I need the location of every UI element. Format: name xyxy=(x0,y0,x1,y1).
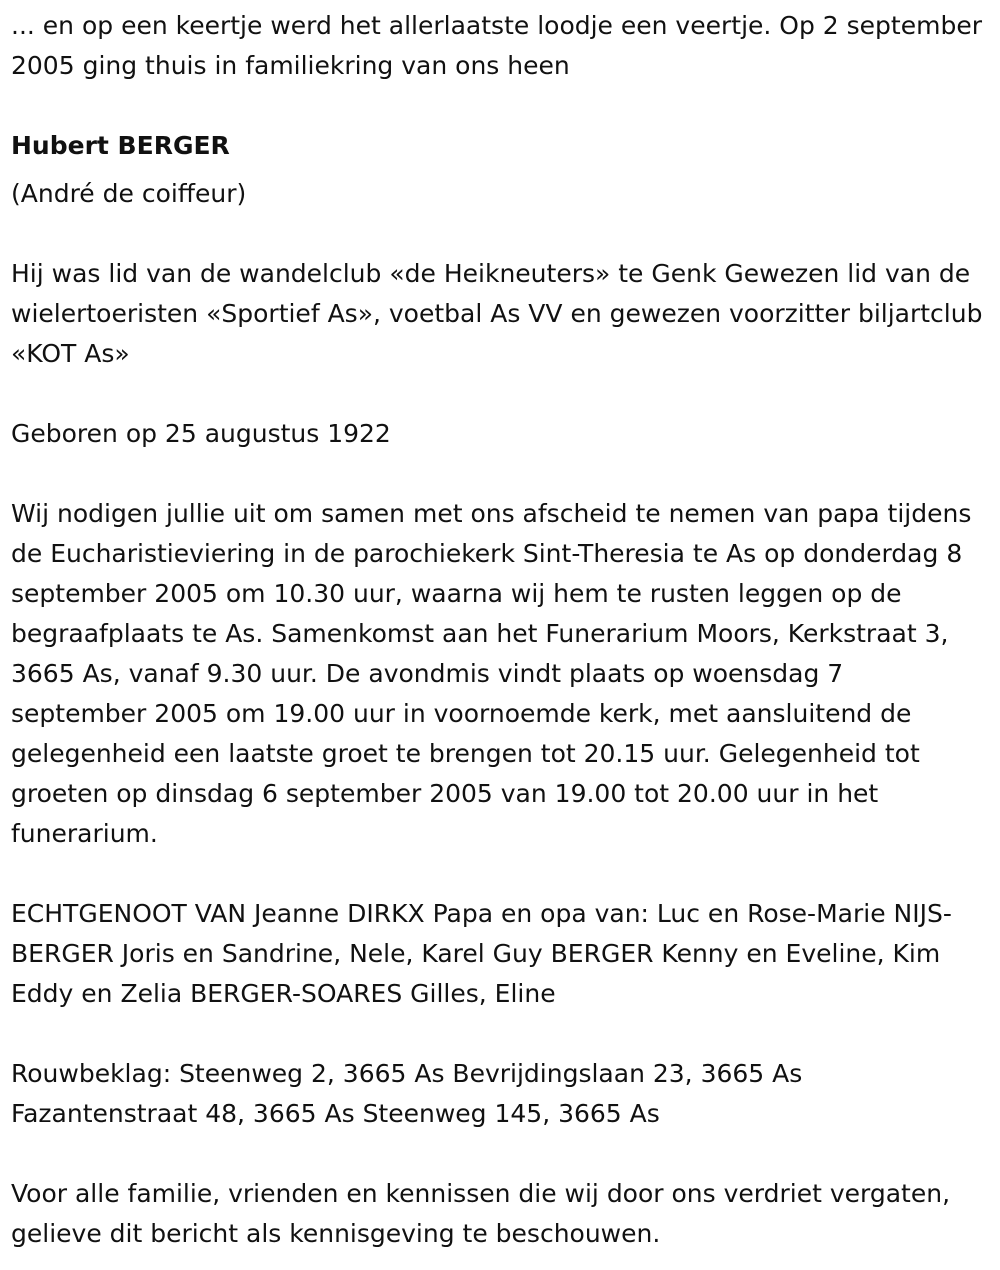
condolences-paragraph: Rouwbeklag: Steenweg 2, 3665 As Bevrijdingslaan 23, 3665 As Fazantenstraat 48, 3665 As Steenweg 145, 3665 As xyxy=(11,1059,803,1128)
deceased-nickname: (André de coiffeur) xyxy=(11,179,247,208)
intro-paragraph: ... en op een keertje werd het allerlaatste loodje een veertje. Op 2 september 2005 ging thuis in familiekring van ons heen xyxy=(11,11,982,80)
birth-date-paragraph: Geboren op 25 augustus 1922 xyxy=(11,419,391,448)
obituary-notice xyxy=(11,6,986,1254)
family-paragraph: ECHTGENOOT VAN Jeanne DIRKX Papa en opa van: Luc en Rose-Marie NIJS-BERGER Joris en Sandrine, Nele, Karel Guy BERGER Kenny en Eveline, Kim Eddy en Zelia BERGER-SOARES Gilles, Eline xyxy=(11,899,952,1008)
ceremony-paragraph: Wij nodigen jullie uit om samen met ons afscheid te nemen van papa tijdens de Eucharistieviering in de parochiekerk Sint-Theresia te As op donderdag 8 september 2005 om 10.30 uur, waarna wij hem te rusten leggen op de begraafplaats te As. Samenkomst aan het Funerarium Moors, Kerkstraat 3, 3665 As, vanaf 9.30 uur. De avondmis vindt plaats op woensdag 7 september 2005 om 19.00 uur in voornoemde kerk, met aansluitend de gelegenheid een laatste groet te brengen tot 20.15 uur. Gelegenheid tot groeten op dinsdag 6 september 2005 van 19.00 tot 20.00 uur in het funerarium. xyxy=(11,499,972,848)
deceased-name: Hubert BERGER xyxy=(11,131,230,160)
closing-paragraph: Voor alle familie, vrienden en kennissen die wij door ons verdriet vergaten, gelieve dit bericht als kennisgeving te beschouwen. xyxy=(11,1179,951,1248)
clubs-paragraph: Hij was lid van de wandelclub «de Heikneuters» te Genk Gewezen lid van de wielertoeristen «Sportief As», voetbal As VV en gewezen voorzitter biljartclub «KOT As» xyxy=(11,259,983,368)
